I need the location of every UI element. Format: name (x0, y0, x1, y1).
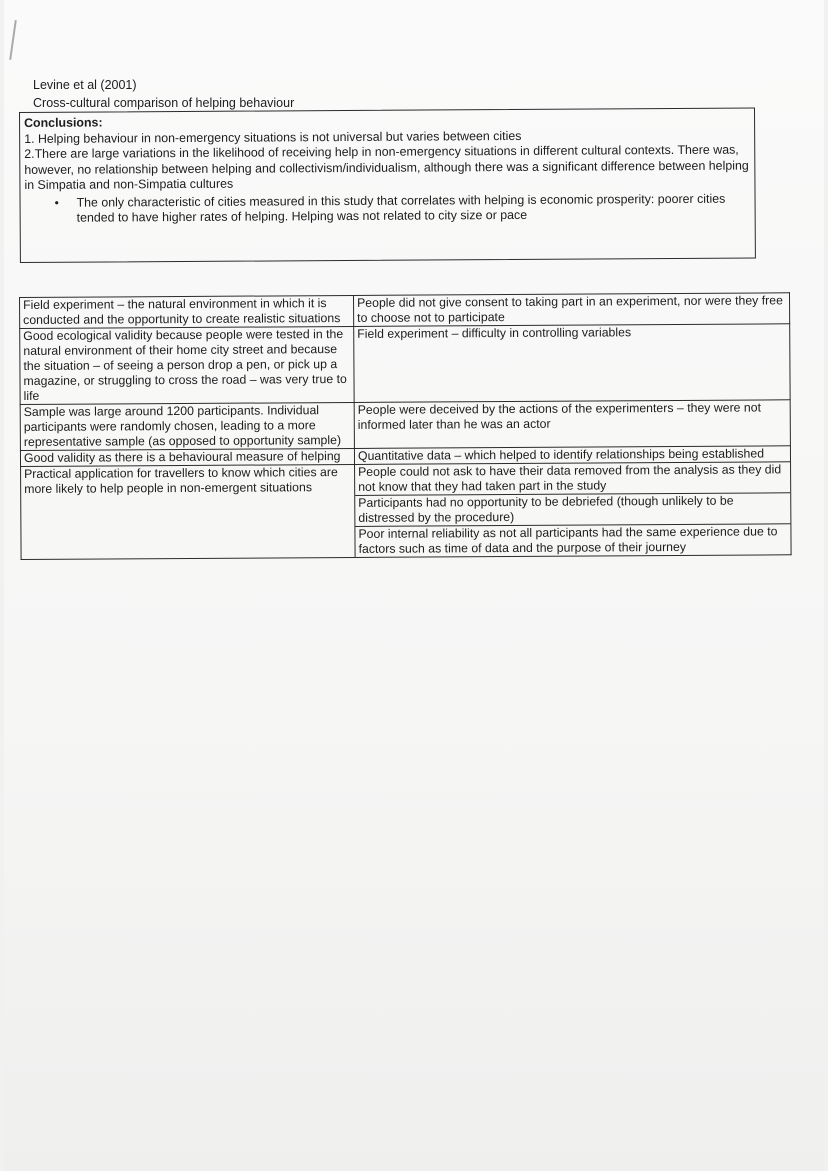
weakness-item: Participants had no opportunity to be debriefed (though unlikely to be distressed by the procedure) (355, 492, 790, 526)
table-row (20, 293, 790, 329)
pen-mark (9, 20, 17, 60)
conclusions-heading: Conclusions: (24, 115, 103, 130)
strength-cell: Good ecological validity because people were tested in the natural environment of their home city street and because the situation – of seeing a person drop a pen, or pick up a magazine, or struggling to cross the road – was very true to life (20, 326, 354, 404)
weakness-item: People could not ask to have their data removed from the analysis as they did not know that they had taken part in the study (358, 462, 782, 494)
study-title: Cross-cultural comparison of helping behaviour (33, 96, 295, 110)
paper-sheet (4, 0, 824, 1171)
bullet-icon: • (54, 195, 59, 210)
strength-cell: Field experiment – the natural environment in which it is conducted and the opportunity to create realistic situations (20, 295, 354, 328)
conclusions-box (19, 108, 756, 263)
table-row (20, 324, 790, 405)
weakness-cell-group (355, 462, 792, 558)
strength-cell: Practical application for travellers to know which cities are more likely to help people in non-emergent situations (21, 464, 356, 559)
conclusion-point-1: 1. Helping behaviour in non-emergency situations is not universal but varies between cities (24, 128, 522, 146)
conclusion-bullet (25, 191, 751, 226)
weakness-cell: Field experiment – difficulty in controlling variables (354, 324, 790, 403)
table-row (21, 462, 792, 560)
conclusion-point-2: 2.There are large variations in the likelihood of receiving help in non-emergency situations in different cultural contexts. There was, however, no relationship between helping and collectivism/individualism, although there was a significant difference between helping in Simpatia and non-Simpatia cultures (24, 142, 749, 192)
weakness-cell: People were deceived by the actions of the experimenters – they were not informed later than he was an actor (354, 400, 790, 449)
weakness-cell: People did not give consent to taking part in an experiment, nor were they free to choose not to participate (353, 293, 789, 327)
weakness-cell: Quantitative data – which helped to identify relationships being established (354, 446, 790, 465)
study-reference: Levine et al (2001) (33, 78, 137, 92)
evaluation-table (19, 292, 792, 560)
table-row (20, 400, 790, 451)
weakness-item: Poor internal reliability as not all participants had the same experience due to factors such as time of data and the purpose of their journey (355, 523, 790, 557)
strength-cell: Sample was large around 1200 participants. Individual participants were randomly chosen, leading to a more representative sample (as opposed to opportunity sample) (20, 402, 354, 450)
conclusion-bullet-text: The only characteristic of cities measured in this study that correlates with helping is economic prosperity: poorer cities tended to have higher rates of helping. Helping was not related to city size or pace (76, 191, 726, 225)
strength-cell: Good validity as there is a behavioural measure of helping (20, 448, 354, 466)
